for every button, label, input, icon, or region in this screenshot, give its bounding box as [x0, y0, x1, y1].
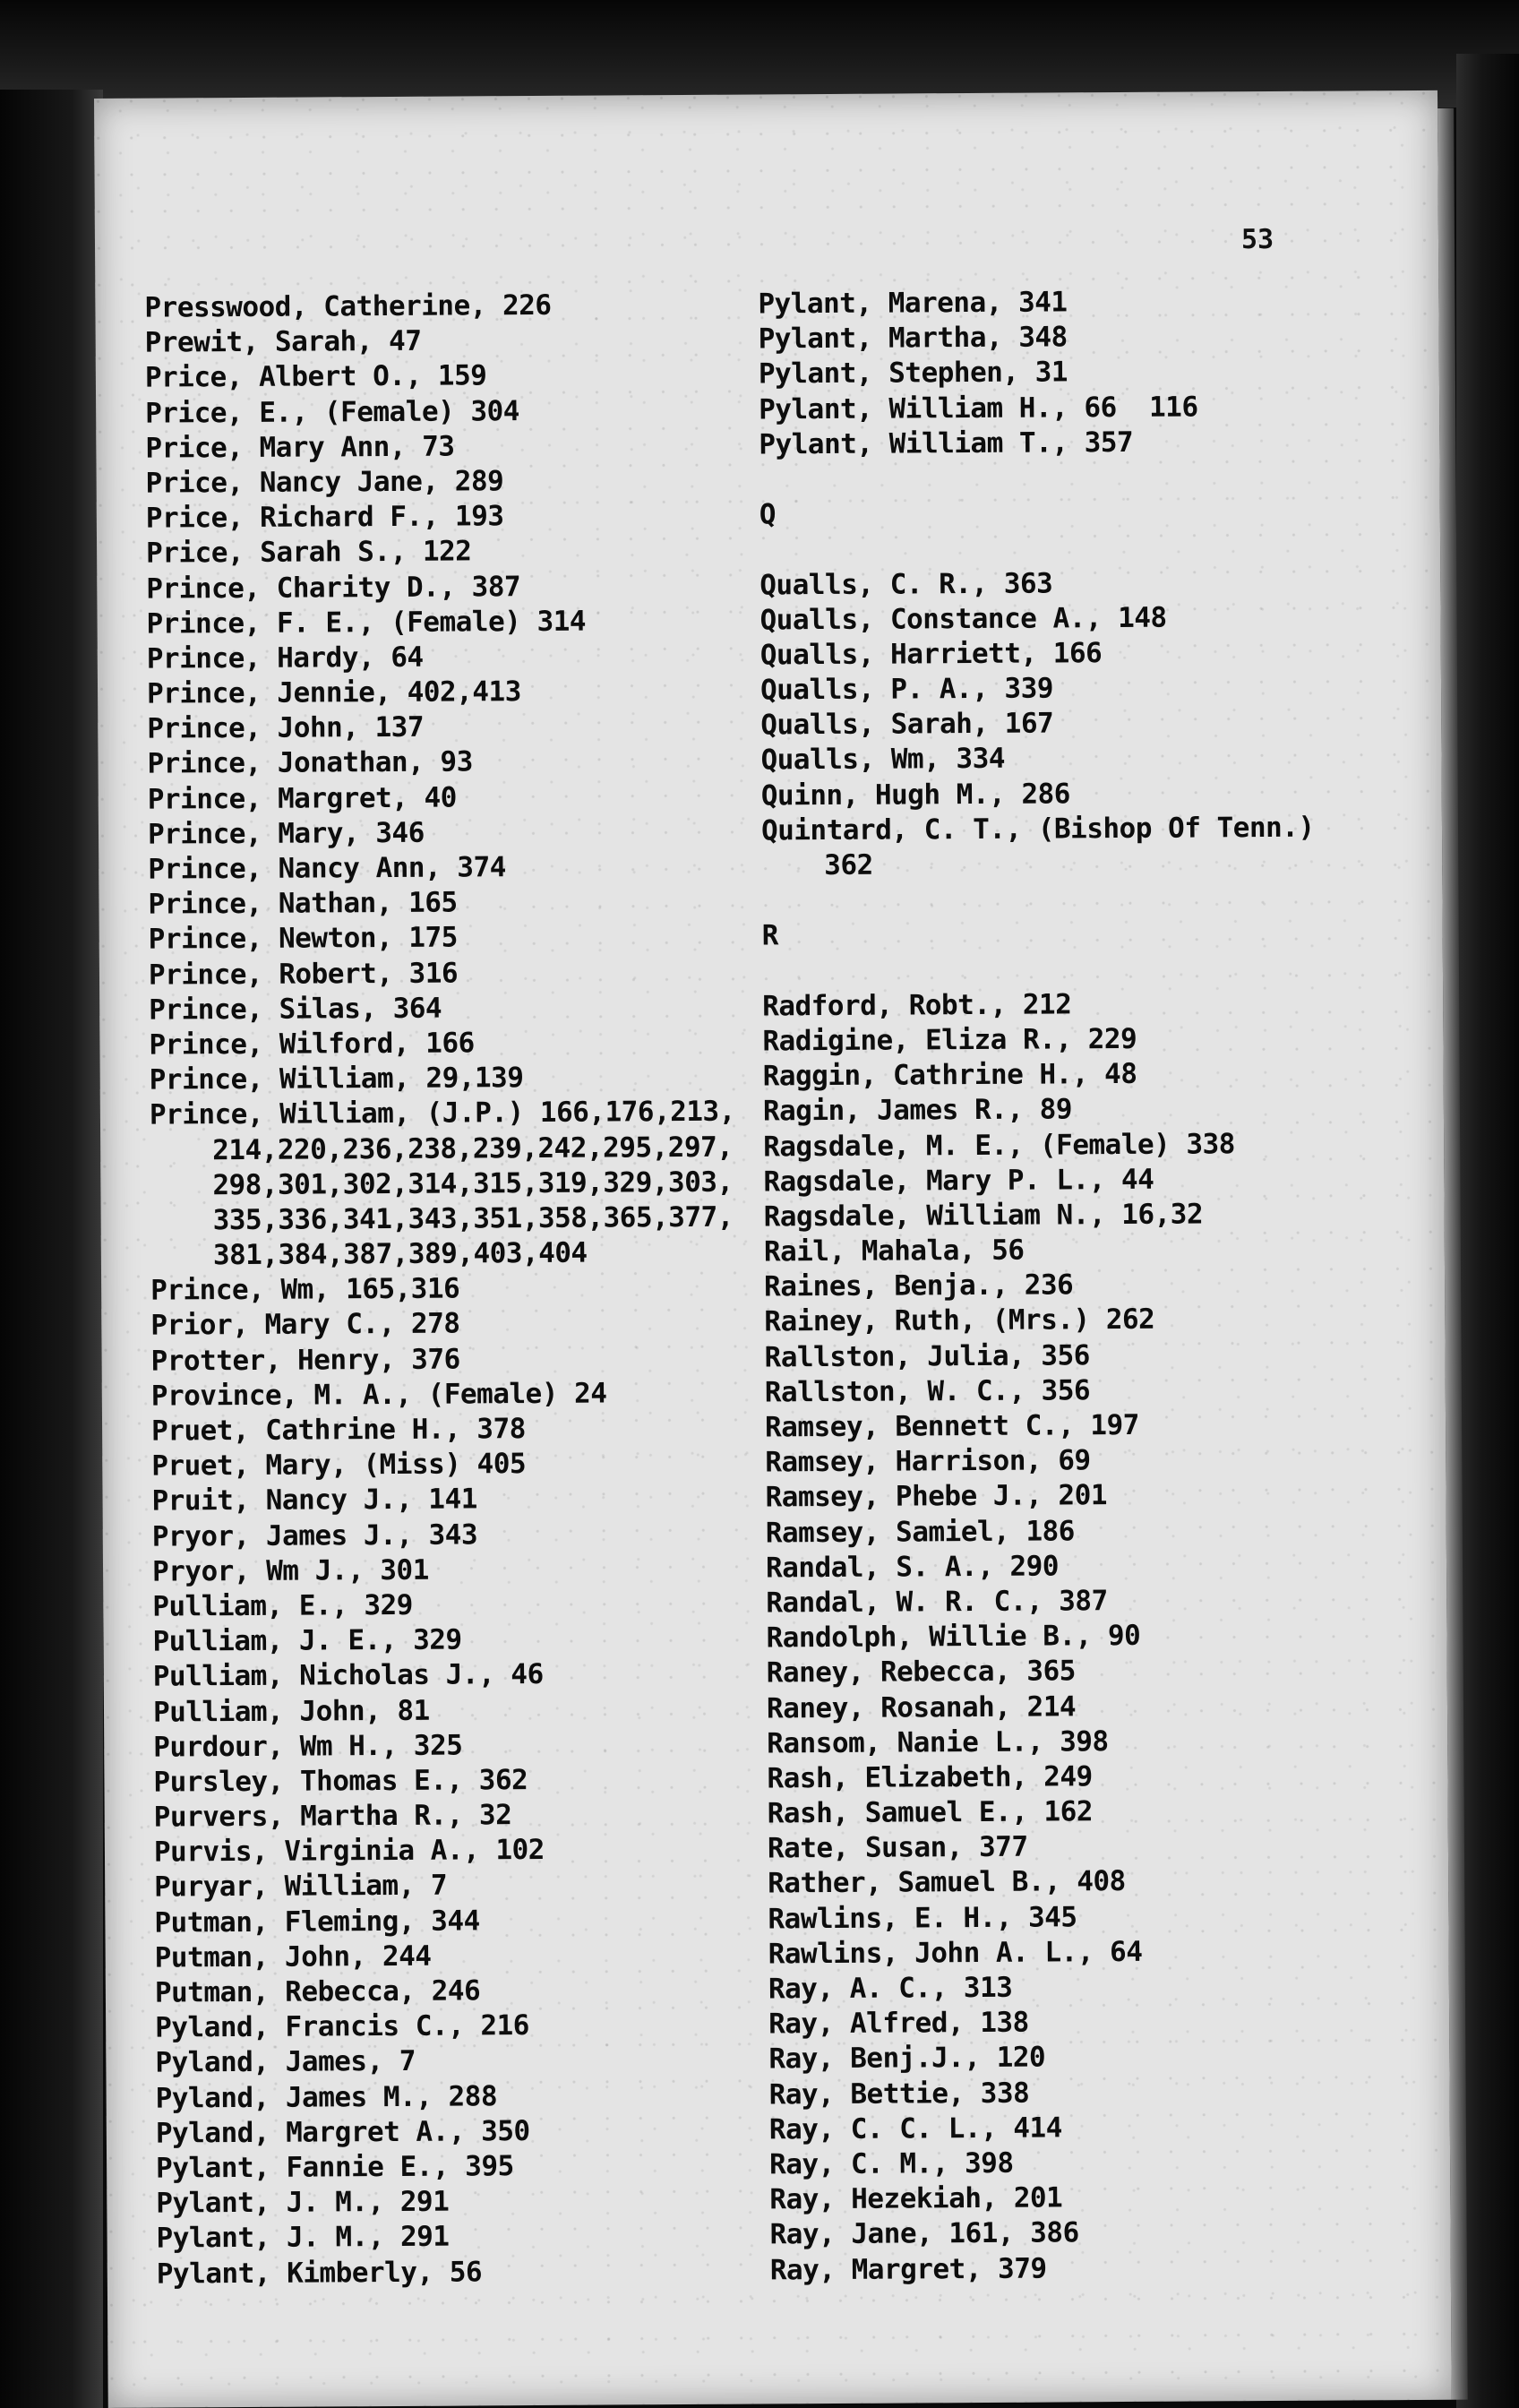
- section-letter-heading: Q: [759, 498, 777, 531]
- index-entry: Qualls, Harriett, 166: [760, 637, 1103, 672]
- index-entry: Prewit, Sarah, 47: [144, 324, 422, 359]
- index-entry: Qualls, C. R., 363: [760, 566, 1053, 601]
- index-entry: Price, Sarah S., 122: [145, 535, 472, 570]
- index-entry: Price, Nancy Jane, 289: [145, 465, 504, 500]
- index-entry: Randal, S. A., 290: [765, 1550, 1060, 1585]
- scan-left-border: [0, 90, 103, 2408]
- index-entry: Purvis, Virginia A., 102: [153, 1834, 545, 1869]
- index-entry: Prince, Mary, 346: [147, 816, 425, 851]
- index-entry: Prince, Jonathan, 93: [147, 745, 473, 781]
- index-entry: Rate, Susan, 377: [767, 1830, 1028, 1865]
- index-entry: Raney, Rebecca, 365: [766, 1655, 1076, 1690]
- index-entry: Prince, F. E., (Female) 314: [146, 605, 587, 641]
- index-entry: Radigine, Eliza R., 229: [762, 1022, 1137, 1058]
- index-entry: Prince, Wm, 165,316: [150, 1272, 460, 1307]
- index-entry: Putman, John, 244: [154, 1939, 432, 1974]
- index-entry: Prince, William, 29,139: [149, 1062, 524, 1096]
- index-entry: Putman, Rebecca, 246: [154, 1974, 481, 2009]
- index-entry: Raney, Rosanah, 214: [766, 1690, 1077, 1724]
- index-entry: Prince, Silas, 364: [149, 992, 442, 1027]
- index-entry: Pylant, William H., 66 116: [759, 391, 1198, 426]
- index-entry: Qualls, Sarah, 167: [760, 707, 1054, 742]
- index-entry: Rash, Elizabeth, 249: [767, 1760, 1093, 1795]
- blank-line: [759, 460, 1312, 498]
- index-entry: Prior, Mary C., 278: [150, 1307, 460, 1343]
- index-entry: Ray, Benj.J., 120: [768, 2041, 1046, 2076]
- index-entry: Rawlins, E. H., 345: [768, 1900, 1077, 1936]
- index-entry: Price, Albert O., 159: [144, 359, 487, 395]
- blank-line: [761, 881, 1315, 919]
- index-entry: Ragin, James R., 89: [762, 1093, 1073, 1128]
- index-entry: Pulliam, J. E., 329: [152, 1623, 462, 1658]
- index-entry: 298,301,302,314,315,319,329,303,: [212, 1165, 734, 1201]
- index-entry: Rallston, W. C., 356: [764, 1374, 1091, 1409]
- index-entry: Putman, Fleming, 344: [154, 1905, 480, 1939]
- index-entry: Presswood, Catherine, 226: [144, 288, 552, 324]
- index-entry: Prince, Jennie, 402,413: [146, 675, 521, 710]
- index-entry: Rash, Samuel E., 162: [767, 1795, 1094, 1830]
- index-entry: Rainey, Ruth, (Mrs.) 262: [764, 1303, 1155, 1338]
- index-entry: Randolph, Willie B., 90: [766, 1620, 1141, 1655]
- index-entry: Pruet, Mary, (Miss) 405: [151, 1448, 527, 1483]
- index-entry: Pylant, J. M., 291: [156, 2220, 450, 2255]
- index-page: [94, 90, 1452, 2408]
- index-entry: Ray, Alfred, 138: [768, 2006, 1029, 2041]
- index-entry: Pyland, Francis C., 216: [155, 2009, 530, 2044]
- index-entry: 381,384,387,389,403,404: [212, 1236, 588, 1272]
- index-entry: Ragsdale, William N., 16,32: [763, 1198, 1204, 1234]
- section-letter-heading: R: [761, 919, 779, 952]
- index-entry: Pylant, Kimberly, 56: [156, 2255, 483, 2291]
- index-entry: 214,220,236,238,239,242,295,297,: [212, 1131, 734, 1166]
- index-entry: Quintard, C. T., (Bishop Of Tenn.): [760, 811, 1315, 847]
- index-entry: Prince, Nancy Ann, 374: [148, 851, 506, 886]
- index-entry: Quinn, Hugh M., 286: [760, 777, 1070, 813]
- left-index-column: [144, 288, 742, 2292]
- index-entry: 362: [824, 848, 873, 882]
- index-entry: Raines, Benja., 236: [764, 1268, 1074, 1303]
- index-entry: Prince, Hardy, 64: [146, 641, 424, 675]
- index-entry: Protter, Henry, 376: [150, 1343, 460, 1378]
- index-entry: Qualls, Wm, 334: [760, 743, 1006, 777]
- index-entry: Qualls, Constance A., 148: [760, 601, 1167, 637]
- index-entry: Pylant, William T., 357: [759, 426, 1134, 461]
- index-entry: Prince, John, 137: [147, 711, 425, 745]
- index-entry: Ramsey, Phebe J., 201: [765, 1479, 1108, 1514]
- index-entry: Ray, Bettie, 338: [768, 2077, 1030, 2111]
- index-entry: Prince, William, (J.P.) 166,176,213,: [149, 1095, 735, 1131]
- index-entry: Pulliam, E., 329: [152, 1588, 414, 1623]
- index-entry: Rallston, Julia, 356: [764, 1338, 1090, 1374]
- index-entry: Prince, Nathan, 165: [148, 886, 458, 921]
- index-entry: Ragsdale, M. E., (Female) 338: [763, 1127, 1236, 1163]
- index-entry: Pursley, Thomas E., 362: [153, 1763, 528, 1799]
- index-entry: Pylant, Fannie E., 395: [156, 2150, 514, 2185]
- index-entry: Pryor, Wm J., 301: [151, 1553, 429, 1588]
- blank-line: [762, 950, 1316, 989]
- index-entry: Pulliam, John, 81: [152, 1694, 430, 1729]
- right-index-column: [758, 284, 1323, 2288]
- index-entry: Pyland, Margret A., 350: [155, 2114, 530, 2150]
- index-entry: Price, E., (Female) 304: [145, 394, 520, 430]
- index-entry: Price, Mary Ann, 73: [145, 430, 455, 465]
- index-entry: Price, Richard F., 193: [145, 500, 504, 535]
- index-entry: Pruet, Cathrine H., 378: [150, 1413, 526, 1448]
- index-entry: Ramsey, Samiel, 186: [765, 1514, 1076, 1550]
- index-entry: Pyland, James M., 288: [155, 2079, 498, 2115]
- blank-line: [760, 529, 1313, 568]
- index-entry: Ramsey, Harrison, 69: [765, 1444, 1091, 1479]
- index-entry: Ray, Jane, 161, 386: [769, 2216, 1079, 2251]
- index-entry: Prince, Wilford, 166: [149, 1027, 475, 1062]
- index-entry: Prince, Newton, 175: [148, 921, 458, 957]
- index-entry: Pylant, Marena, 341: [758, 286, 1068, 321]
- index-entry: Ragsdale, Mary P. L., 44: [763, 1163, 1154, 1199]
- index-entry: Pylant, J. M., 291: [156, 2185, 450, 2220]
- index-entry: Purvers, Martha R., 32: [153, 1799, 512, 1834]
- index-entry: Province, M. A., (Female) 24: [150, 1377, 607, 1413]
- index-entry: Prince, Charity D., 387: [146, 570, 521, 606]
- index-entry: Pulliam, Nicholas J., 46: [152, 1658, 544, 1693]
- index-entry: Rather, Samuel B., 408: [768, 1865, 1126, 1900]
- index-entry: Pylant, Martha, 348: [758, 321, 1068, 356]
- index-entry: Pylant, Stephen, 31: [758, 356, 1068, 391]
- index-entry: Ray, Hezekiah, 201: [769, 2181, 1063, 2216]
- index-entry: Pruit, Nancy J., 141: [151, 1483, 477, 1518]
- index-entry: Ray, A. C., 313: [768, 1971, 1013, 2006]
- index-entry: 335,336,341,343,351,358,365,377,: [212, 1200, 734, 1237]
- index-entry: Rail, Mahala, 56: [763, 1234, 1025, 1268]
- index-entry: Ray, C. C. L., 414: [768, 2111, 1062, 2146]
- index-entry: Randal, W. R. C., 387: [766, 1585, 1108, 1620]
- index-entry: Radford, Robt., 212: [762, 988, 1072, 1023]
- index-entry: Pyland, James, 7: [155, 2045, 416, 2079]
- index-entry: Ray, Margret, 379: [769, 2252, 1047, 2286]
- index-entry: Purdour, Wm H., 325: [153, 1729, 463, 1764]
- index-entry: Pryor, James J., 343: [151, 1518, 478, 1553]
- scan-right-border: [1456, 54, 1519, 2408]
- index-entry: Prince, Robert, 316: [148, 957, 459, 992]
- index-entry: Ramsey, Bennett C., 197: [764, 1408, 1139, 1444]
- index-entry: Prince, Margret, 40: [147, 781, 457, 816]
- index-entry: Ray, C. M., 398: [768, 2146, 1014, 2181]
- index-entry: Puryar, William, 7: [154, 1870, 448, 1905]
- index-entry: Ransom, Nanie L., 398: [767, 1724, 1109, 1760]
- index-entry: Raggin, Cathrine H., 48: [762, 1058, 1137, 1093]
- index-entry: Rawlins, John A. L., 64: [768, 1935, 1143, 1971]
- index-entry: Qualls, P. A., 339: [760, 672, 1054, 707]
- page-number: 53: [1240, 223, 1274, 256]
